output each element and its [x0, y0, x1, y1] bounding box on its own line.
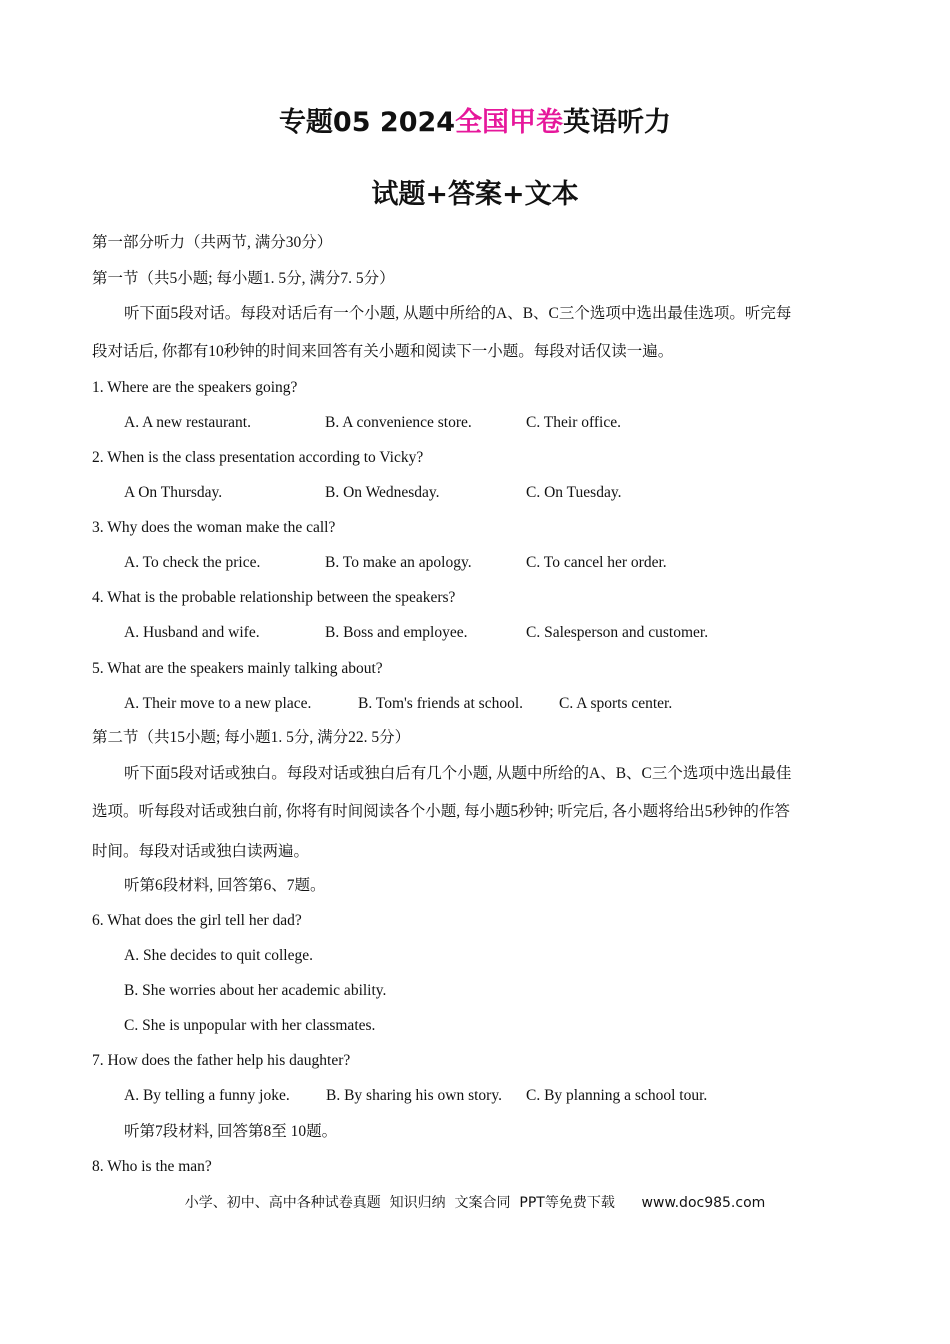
section-one-heading: 第一节（共5小题; 每小题1. 5分, 满分7. 5分） — [92, 270, 395, 287]
question-6-option-b: B. She worries about her academic ability. — [124, 982, 387, 999]
question-8: 8. Who is the man? — [92, 1158, 212, 1175]
option-a: A On Thursday. — [124, 484, 223, 501]
question-7: 7. How does the father help his daughter? — [92, 1052, 351, 1069]
question-3: 3. Why does the woman make the call? — [92, 519, 336, 536]
title-part1: 专题05 2024 — [278, 107, 456, 138]
material-6-heading: 听第6段材料, 回答第6、7题。 — [124, 877, 326, 894]
question-2: 2. When is the class presentation according to Vicky? — [92, 449, 424, 466]
title-part2: 英语听力 — [563, 107, 672, 138]
question-6: 6. What does the girl tell her dad? — [92, 912, 302, 929]
question-6-option-a: A. She decides to quit college. — [124, 947, 313, 964]
question-6-option-c: C. She is unpopular with her classmates. — [124, 1017, 376, 1034]
page-subtitle: 试题+答案+文本 — [371, 179, 579, 210]
option-a: A. To check the price. — [124, 554, 261, 571]
material-7-heading: 听第7段材料, 回答第8至 10题。 — [124, 1123, 338, 1140]
option-a: A. By telling a funny joke. — [124, 1087, 290, 1104]
option-c: C. Their office. — [526, 414, 621, 431]
option-c: C. To cancel her order. — [526, 554, 667, 571]
option-b: B. Tom's friends at school. — [358, 695, 524, 712]
section-two-instructions-3: 时间。每段对话或独白读两遍。 — [92, 843, 310, 860]
option-b: B. By sharing his own story. — [326, 1087, 502, 1104]
option-c: C. Salesperson and customer. — [526, 624, 709, 641]
option-a: A. Their move to a new place. — [124, 695, 312, 712]
question-5: 5. What are the speakers mainly talking about? — [92, 660, 383, 677]
option-b: B. A convenience store. — [325, 414, 472, 431]
section-two-heading: 第二节（共15小题; 每小题1. 5分, 满分22. 5分） — [92, 729, 411, 746]
question-1: 1. Where are the speakers going? — [92, 379, 298, 396]
option-c: C. On Tuesday. — [526, 484, 622, 501]
section-two-instructions-2: 选项。听每段对话或独白前, 你将有时间阅读各个小题, 每小题5秒钟; 听完后, 各小题将给出5秒钟的作答 — [92, 803, 790, 820]
option-b: B. To make an apology. — [325, 554, 472, 571]
part-one-heading: 第一部分听力（共两节, 满分30分） — [92, 234, 333, 251]
instructions-line-1: 听下面5段对话。每段对话后有一个小题, 从题中所给的A、B、C三个选项中选出最佳选项。听完每 — [124, 305, 792, 322]
section-two-instructions-1: 听下面5段对话或独白。每段对话或独白后有几个小题, 从题中所给的A、B、C三个选项中选出最佳 — [124, 765, 792, 782]
question-4: 4. What is the probable relationship between the speakers? — [92, 589, 456, 606]
option-c: C. By planning a school tour. — [526, 1087, 708, 1104]
title-highlight: 全国甲卷 — [455, 107, 564, 138]
option-a: A. Husband and wife. — [124, 624, 260, 641]
page-footer: 小学、初中、高中各种试卷真题 知识归纳 文案合同 PPT等免费下载 www.doc985.com — [184, 1195, 766, 1211]
option-a: A. A new restaurant. — [124, 414, 251, 431]
instructions-line-2: 段对话后, 你都有10秒钟的时间来回答有关小题和阅读下一小题。每段对话仅读一遍。 — [92, 343, 674, 360]
option-c: C. A sports center. — [559, 695, 673, 712]
option-b: B. Boss and employee. — [325, 624, 468, 641]
option-b: B. On Wednesday. — [325, 484, 440, 501]
page-title — [0, 100, 950, 139]
